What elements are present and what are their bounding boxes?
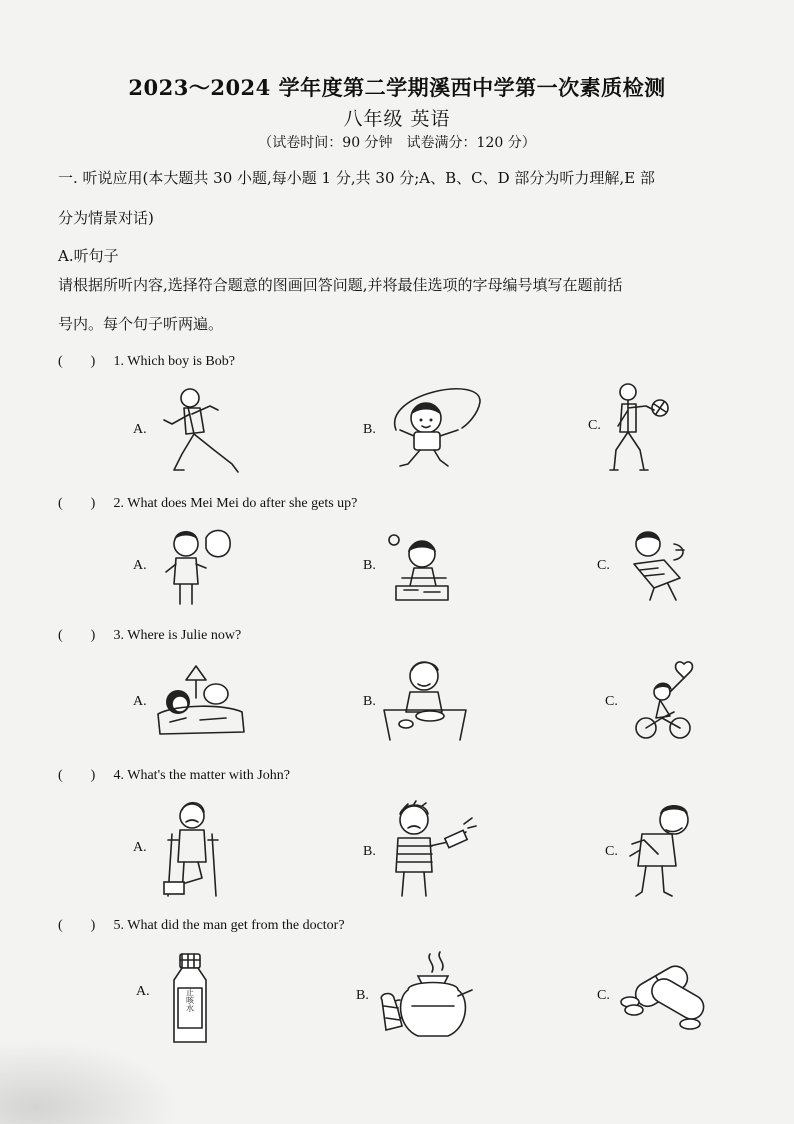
boy-with-hurt-arm-image xyxy=(384,800,480,900)
option-label: A. xyxy=(136,984,150,999)
pills-image xyxy=(620,958,712,1036)
instruction-line1: 请根据所听内容,选择符合题意的图画回答问题,并将最佳选项的字母编号填写在题前括 xyxy=(58,276,623,294)
question-5 xyxy=(58,914,345,934)
answer-paren[interactable]: ( ) xyxy=(58,918,96,933)
option-label: B. xyxy=(363,558,376,573)
answer-paren[interactable]: ( ) xyxy=(58,628,96,643)
herbal-medicine-pot-image xyxy=(378,950,474,1044)
option-label: C. xyxy=(597,558,610,573)
option-label: B. xyxy=(363,422,376,437)
running-boy-image xyxy=(160,384,242,476)
option-label: A. xyxy=(133,840,147,855)
part-a-title: A.听句子 xyxy=(58,247,119,265)
boy-at-dinner-table-image xyxy=(380,656,470,742)
girl-washing-face-image xyxy=(162,524,240,608)
option-label: B. xyxy=(356,988,369,1003)
volleyball-boy-image xyxy=(606,380,676,476)
answer-paren[interactable]: ( ) xyxy=(58,354,96,369)
section-heading-line2: 分为情景对话) xyxy=(58,209,154,227)
boy-on-crutches-image xyxy=(162,800,224,900)
scan-smudge xyxy=(0,1040,180,1124)
option-label: B. xyxy=(363,694,376,709)
question-1 xyxy=(58,350,235,370)
question-4 xyxy=(58,764,290,784)
answer-paren[interactable]: ( ) xyxy=(58,496,96,511)
option-label: A. xyxy=(133,558,147,573)
answer-paren[interactable]: ( ) xyxy=(58,768,96,783)
girl-riding-bike-image xyxy=(634,660,698,744)
question-text: 2. What does Mei Mei do after she gets up? xyxy=(113,496,358,511)
option-label: C. xyxy=(597,988,610,1003)
exam-info: （试卷时间：90 分钟 试卷满分：120 分） xyxy=(258,135,536,151)
question-3 xyxy=(58,624,241,644)
skipping-rope-boy-image xyxy=(382,384,490,472)
option-label: A. xyxy=(133,694,147,709)
option-label: C. xyxy=(605,844,618,859)
option-label: C. xyxy=(588,418,601,433)
cough-syrup-bottle-image xyxy=(170,952,210,1046)
option-label: B. xyxy=(363,844,376,859)
option-label: A. xyxy=(133,422,147,437)
section-heading-line1: 一. 听说应用(本大题共 30 小题,每小题 1 分,共 30 分;A、B、C、D 部分为听力理解,E 部 xyxy=(58,169,655,187)
girl-in-bed-image xyxy=(156,664,246,738)
question-2 xyxy=(58,492,357,512)
question-text: 5. What did the man get from the doctor? xyxy=(113,918,345,933)
girl-reading-image xyxy=(624,524,690,604)
option-label: C. xyxy=(605,694,618,709)
question-text: 3. Where is Julie now? xyxy=(113,628,242,643)
bottle-label: 止咳水 xyxy=(185,988,195,1012)
question-text: 4. What's the matter with John? xyxy=(113,768,290,783)
exam-title: 2023～2024 学年度第二学期溪西中学第一次素质检测 xyxy=(128,75,666,100)
man-with-backache-image xyxy=(628,800,700,900)
instruction-line2: 号内。每个句子听两遍。 xyxy=(58,315,224,333)
girl-eating-breakfast-image xyxy=(388,530,450,604)
question-text: 1. Which boy is Bob? xyxy=(113,354,235,369)
exam-subtitle: 八年级 英语 xyxy=(343,108,451,130)
